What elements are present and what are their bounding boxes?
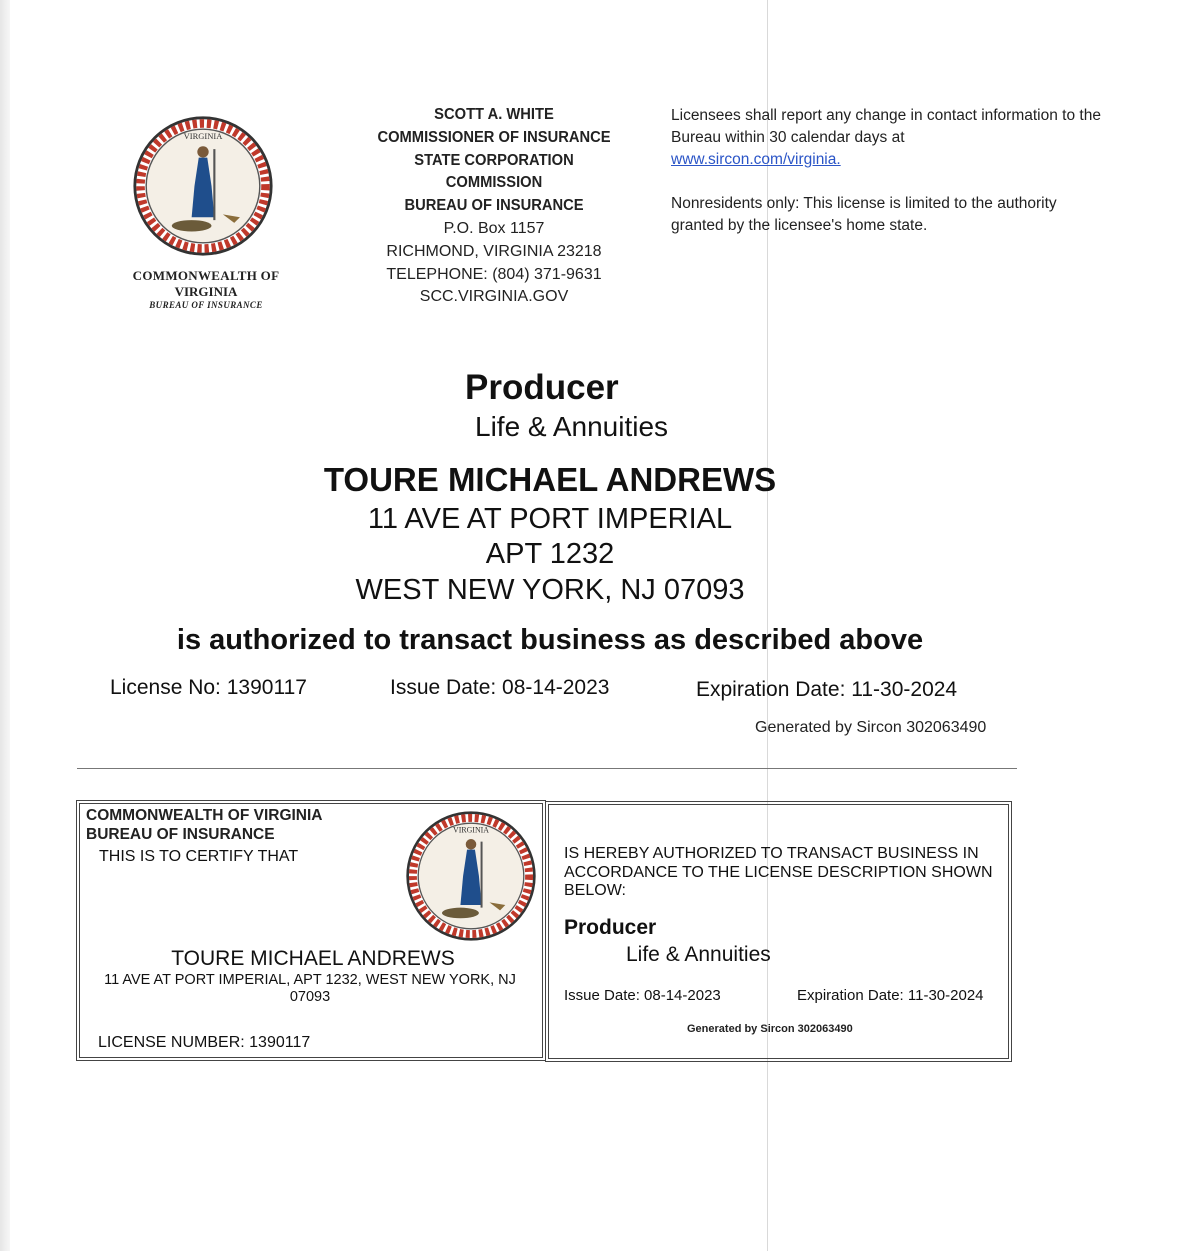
holder-address-line3: WEST NEW YORK, NJ 07093	[355, 574, 745, 606]
notice-text: Licensees shall report any change in contact information to the Bureau within 30 calendar days at	[671, 107, 1101, 146]
commissioner-block	[360, 104, 628, 309]
license-number: License No: 1390117	[110, 676, 307, 699]
wallet-card-left	[79, 803, 543, 1058]
telephone: TELEPHONE: (804) 371-9631	[386, 265, 602, 283]
city-state-zip: RICHMOND, VIRGINIA 23218	[386, 242, 602, 260]
card-header-bureau: BUREAU OF INSURANCE	[86, 826, 275, 843]
seal-caption	[118, 268, 294, 310]
virginia-seal-icon	[132, 115, 274, 257]
card-issue-date: Issue Date: 08-14-2023	[564, 987, 721, 1004]
notice-paragraph-1	[671, 105, 1101, 171]
svg-text:VIRGINIA: VIRGINIA	[452, 825, 490, 835]
generated-by: Generated by Sircon 302063490	[755, 719, 987, 736]
svg-text:VIRGINIA: VIRGINIA	[183, 131, 223, 142]
licensee-notice	[671, 105, 1101, 237]
card-header-commonwealth: COMMONWEALTH OF VIRGINIA	[86, 807, 323, 824]
commissioner-name: SCOTT A. WHITE	[434, 106, 554, 123]
authorization-statement: is authorized to transact business as described above	[176, 624, 924, 656]
notice-paragraph-2: Nonresidents only: This license is limited to the authority granted by the licensee's home state.	[671, 195, 1057, 234]
website: SCC.VIRGINIA.GOV	[419, 288, 569, 306]
card-expiration-date: Expiration Date: 11-30-2024	[797, 987, 984, 1004]
seal-caption-line2: VIRGINIA	[174, 284, 238, 299]
commission-name-line2: COMMISSION	[445, 174, 543, 192]
holder-address-line2: APT 1232	[485, 538, 615, 570]
seal-caption-line3: BUREAU OF INSURANCE	[149, 300, 263, 310]
cut-line-divider	[77, 768, 1017, 769]
card-authorization-text: IS HEREBY AUTHORIZED TO TRANSACT BUSINESS IN ACCORDANCE TO THE LICENSE DESCRIPTION SHOWN BELOW:	[564, 845, 993, 899]
card-holder-name: TOURE MICHAEL ANDREWS	[171, 947, 455, 970]
card-certify-text: THIS IS TO CERTIFY THAT	[99, 848, 299, 865]
seal-caption-line1: COMMONWEALTH OF	[132, 268, 280, 283]
card-license-number: LICENSE NUMBER: 1390117	[98, 1034, 311, 1051]
po-box: P.O. Box 1157	[443, 219, 545, 237]
issue-date: Issue Date: 08-14-2023	[390, 676, 610, 699]
line-of-authority: Life & Annuities	[475, 411, 669, 442]
holder-name: TOURE MICHAEL ANDREWS	[323, 461, 777, 498]
wallet-card-right	[548, 804, 1009, 1059]
card-generated-by: Generated by Sircon 302063490	[687, 1023, 853, 1035]
card-holder-address: 11 AVE AT PORT IMPERIAL, APT 1232, WEST NEW YORK, NJ 07093	[104, 972, 516, 1005]
expiration-date: Expiration Date: 11-30-2024	[696, 678, 958, 701]
license-type: Producer	[465, 368, 619, 407]
card-virginia-seal-icon	[405, 810, 537, 942]
commission-name-line1: STATE CORPORATION	[414, 151, 574, 169]
commissioner-title: COMMISSIONER OF INSURANCE	[377, 128, 611, 146]
sircon-link[interactable]: www.sircon.com/virginia.	[671, 151, 841, 168]
card-line-of-authority: Life & Annuities	[626, 943, 771, 966]
card-license-type: Producer	[564, 916, 657, 939]
bureau-name: BUREAU OF INSURANCE	[404, 197, 584, 215]
holder-address-line1: 11 AVE AT PORT IMPERIAL	[367, 503, 733, 535]
